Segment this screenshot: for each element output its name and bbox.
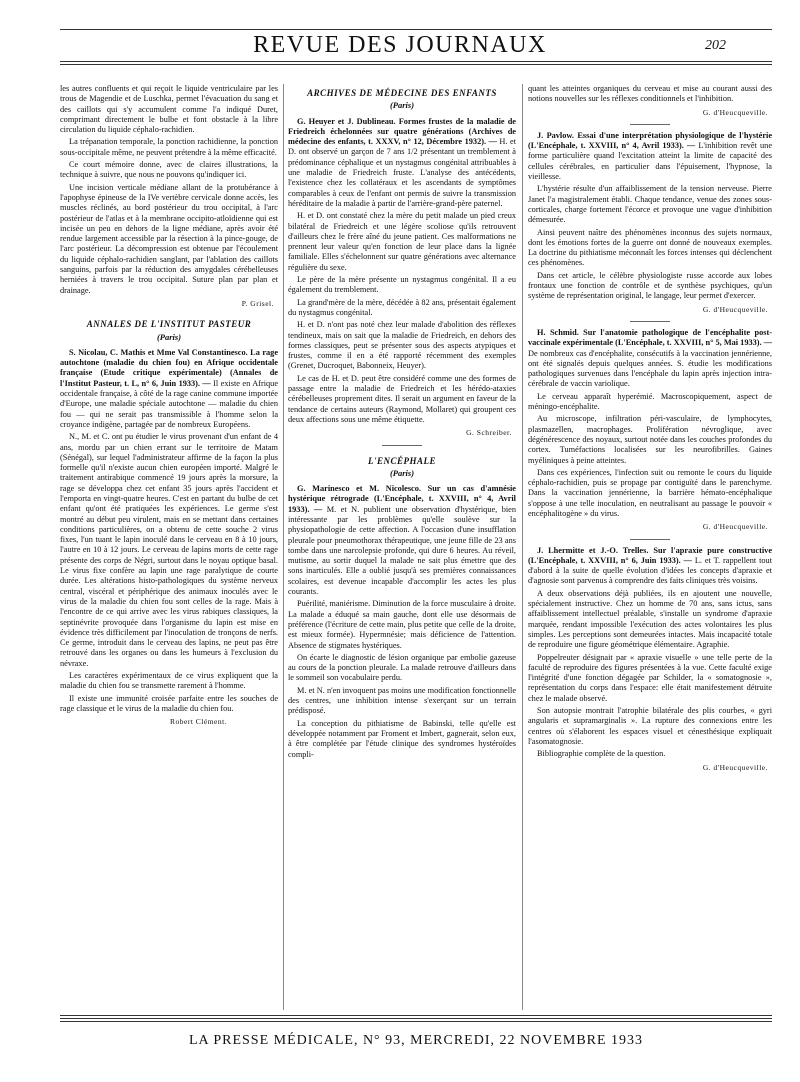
paragraph: Le cas de H. et D. peut être considéré comme une des formes de passage entre la maladie de Friedreich et les hérédo-ataxies cérébelleuses proprement dites. Il serait un argument en faveur de la tendance de certains auteurs (Raymond, Mollaret) qui groupent ces deux affections sous une même étiquette. <box>288 373 516 424</box>
section-heading: ANNALES DE L'INSTITUT PASTEUR <box>86 319 252 330</box>
paragraph: Poppelreuter désignait par « apraxie visuelle » une telle perte de la faculté de reproduire des figures présentées à la vue. Cette faculté exige l'intégrité d'une fonction dégagée par Schilder, la « somatognosie », représentation du corps dans l'espace: elle était manifestement détruite chez le malade observé. <box>528 652 772 703</box>
footer-rule <box>60 1018 772 1019</box>
column-divider <box>522 84 523 1010</box>
article-body: Il existe en Afrique occidentale française, à côté de la rage canine commune importée d'Europe, une maladie spéciale autochtone — maladie du chien fou — qui ne serait pas transmissible à l'homme selon la croyance indigène, partagée par de nombreux Européens. <box>60 378 278 429</box>
column-2 <box>288 84 516 762</box>
article-heading: G. Heuyer et J. Dublineau. Formes frustes de la maladie de Friedreich échelonnées sur quatre générations (Archives de médecine des enfants, t. XXXV, n° 12, Décembre 1932). — <box>288 116 516 147</box>
article-body: L. et T. rappellent tout d'abord à la suite de quelle évolution d'idées les concepts d'apraxie et d'agnosie sont parvenus à comprendre des faits cliniques très voisins. <box>528 555 772 586</box>
signature: G. Schreiber. <box>466 428 512 438</box>
column-1 <box>60 84 278 732</box>
paragraph: H. et D. ont constaté chez la mère du petit malade un pied creux bilatéral de Friedreich et une légère scoliose qu'ils retrouvent d'ailleurs chez le frère aîné du jeune patient. Ces malformations ne prennent leur valeur qu'en fonction de leur place dans la lignée familiale. Elles s'échelonnent sur quatre générations avec alternance régulière du sexe. <box>288 211 516 272</box>
paragraph: La trépanation temporale, la ponction rachidienne, la ponction sous-occipitale même, ne peuvent prétendre à la même efficacité. <box>60 137 278 157</box>
header-rule-bottom <box>60 61 772 62</box>
paragraph: Bibliographie complète de la question. <box>537 749 666 759</box>
signature: G. d'Heucqueville. <box>702 522 768 532</box>
article-heading: H. Schmid. Sur l'anatomie pathologique de l'encéphalite post-vaccinale expérimentale (L'Encéphale, t. XXVIII, n° 5, Mai 1933). — <box>528 327 772 348</box>
article-heading: G. Marinesco et M. Nicolesco. Sur un cas d'amnésie hystérique rétrograde (L'Encéphale, t. XXVIII, n° 4, Avril 1933). — <box>288 484 516 514</box>
paragraph: M. et N. n'en invoquent pas moins une modification fonctionnelle des centres, une inhibition intense s'exerçant sur un terrain prédisposé. <box>288 685 516 716</box>
signature: G. d'Heucqueville. <box>702 107 768 117</box>
paragraph: Ainsi peuvent naître des phénomènes inconnus des sujets normaux, dont les émotions fortes de la guerre ont donné de nouveaux exemples. La doctrine du pithiatisme méconnaît les forces intenses qui déclenchent ces phénomènes. <box>528 227 772 268</box>
article-body: M. et N. publient une observation d'hystérique, bien intéressante par les problèmes qu'elle soulève sur la physiopathologie de cette affection. A l'occasion d'une insufflation pleurale pour pneumothorax thérapeutique, une jeune fille de 23 ans tombe dans une narcolepsie profonde, qui dure 6 heures. Au réveil, mutisme, au sortir duquel la malade ne sait plus émettre que des sons inarticulés. Elle a oublié jusqu'à ses premières connaissances scolaires, est devenue incapable d'accomplir les actes les plus courants. <box>288 504 517 597</box>
journal-title: REVUE DES JOURNAUX <box>253 32 547 58</box>
separator <box>630 539 670 540</box>
signature: G. d'Heucqueville. <box>702 304 768 314</box>
paragraph: Ce court mémoire donne, avec de claires illustrations, la technique à suivre, que nous ne pouvons qu'indiquer ici. <box>60 160 278 180</box>
column-divider <box>283 84 284 1010</box>
article-heading: J. Lhermitte et J.-O. Trelles. Sur l'apraxie pure constructive (L'Encéphale, t. XXVIII, n° 6, Juin 1933). — <box>528 545 772 565</box>
separator <box>382 445 422 446</box>
separator <box>630 124 670 125</box>
paragraph: Dans ces expériences, l'infection suit ou remonte le cours du liquide céphalo-rachidien, puis se propage par contiguïté dans le parenchyme. Dans la vaccination jennérienne, la barrière hémato-encéphalique s'oppose à une telle inoculation, en neutralisant au passage le pouvoir « encéphalitogène » du virus. <box>528 467 772 518</box>
paragraph: H. et D. n'ont pas noté chez leur malade d'abolition des réflexes tendineux, mais on sait que la maladie de Friedreich, en dehors des formes classiques, peut se présenter sous des aspects atypiques et frustes, comme il en a été rapporté récemment des exemples (Grenet, Ducroquet, Babonneix, Heuyer). <box>288 320 516 371</box>
paragraph: quant les atteintes organiques du cerveau et mise au courant aussi des notions nouvelles sur les réflexes conditionnels et l'inhibition. <box>528 84 772 104</box>
paragraph: La grand'mère de la mère, décédée à 82 ans, présentait également du nystagmus congénital. <box>288 297 516 317</box>
paragraph: L'hystérie résulte d'un affaiblissement de la tension nerveuse. Pierre Janet l'a magistralement établi. Chaque tendance, venue des zones sous-corticales, charge fortement l'écorce et provoque une vague d'inhibition démesurée. <box>528 184 772 225</box>
paragraph: Il existe une immunité croisée parfaite entre les souches de rage classique et le virus de la maladie du chien fou. <box>60 693 278 713</box>
page-number: 202 <box>705 38 726 53</box>
paragraph: Le cerveau apparaît hyperémié. Macroscopiquement, aspect de méningo-encéphalite. <box>528 391 772 412</box>
paragraph: Les caractères expérimentaux de ce virus expliquent que la maladie du chien fou se transmette rarement à l'homme. <box>60 671 278 691</box>
paragraph: les autres confluents et qui reçoit le liquide ventriculaire par les trous de Magendie et de Luschka, permet l'évacuation du sang et des caillots qui s'y accumulent comme l'a indiqué Duret, comprimant directement le bulbe et font obstacle à la libre circulation du liquide céphalo-rachidien. <box>60 84 278 135</box>
paragraph: Le père de la mère présente un nystagmus congénital. Il a eu également du tremblement. <box>288 275 516 295</box>
paragraph: Son autopsie montrait l'atrophie bilatérale des plis courbes, « gyri angularis et supramarginalis ». La rupture des connexions entre les centres où s'élaborent les espaces visuel et cénesthésique expliquait l'asomatognosie. <box>528 706 772 746</box>
paragraph: A deux observations déjà publiées, ils en ajoutent une nouvelle, spécialement instructive. Chez un homme de 70 ans, sans ictus, sans affaiblissement intellectuel préalable, s'installe un syndrome d'apraxie marquée, rendant impossible l'exécution des actes volontaires les plus simples. Les perceptions sont demeurées intactes. Mais incapacité totale de reproduire une figure géométrique élémentaire. Agraphie. <box>528 588 772 650</box>
section-subheading: (Paris) <box>389 100 415 111</box>
article-heading: J. Pavlow. Essai d'une interprétation physiologique de l'hystérie (L'Encéphale, t. XXVIII, n° 4, Avril 1933). — <box>528 130 772 151</box>
footer-rule <box>60 1015 772 1016</box>
header-rule-bottom-2 <box>60 64 772 65</box>
paragraph: N., M. et C. ont pu étudier le virus provenant d'un enfant de 4 ans, mordu par un chien errant sur le territoire de Matam (Sénégal), sur lequel l'administrateur affirme de la façon la plus formelle qu'il n'existe aucun chien européen importé. Malgré le traitement antirabique commencé 19 jours après la morsure, la rage se développa chez cet enfant 35 jours après l'accident et l'emporta en vingt-quatre heures. C'est en partant du bulbe de cet enfant qu'ont été pratiquées les expériences. Le germe s'est montré au début peu virulent, mais en se mettant dans certaines conditions particulières, on a obtenu de cette souche 2 virus fixes, l'un tuant le lapin inoculé dans le cerveau en 8 à 10 jours, l'autre en 10 à 12 jours. Le cerveau de lapins morts de cette rage présente des corps de Négri, surtout dans le noyau optique basal. Le virus fixe confère au lapin une rage paralytique de courte durée. Les altérations histo-pathologiques du système nerveux central, viscéral et périphérique des animaux inoculés avec le virus de la maladie du chien fou sont celles de la rage. Mais à l'encontre de ce qui arrive avec les virus rabiques classiques, la septinévrite provoquée dans l'organisme du lapin est mise en évidence très difficilement par l'inoculation de tronçons de nerfs. Ce germe, introduit dans le cerveau des lapins, ne peut pas être retrouvé dans les organes ou dans les humeurs à l'exclusion du névraxe. <box>60 432 278 668</box>
signature: Robert Clément. <box>170 717 228 727</box>
article-body: De nombreux cas d'encéphalite, consécutifs à la vaccination jennérienne, ont été signalés depuis quelques années. S. étudie les modifications pathologiques survenues dans l'encéphale du lapin après injection intra-cérébrale de vaccin variolique. <box>528 348 772 389</box>
header-rule-top <box>60 29 772 30</box>
column-3 <box>528 84 772 777</box>
footer-rule <box>60 1021 772 1022</box>
footer-text: LA PRESSE MÉDICALE, N° 93, MERCREDI, 22 NOVEMBRE 1933 <box>188 1033 644 1048</box>
paragraph: On écarte le diagnostic de lésion organique par embolie gazeuse au cours de la ponction pleurale. La malade retrouve d'ailleurs dans le sommeil son vocabulaire perdu. <box>288 652 516 683</box>
signature: G. d'Heucqueville. <box>702 762 768 772</box>
paragraph: Au microscope, infiltration péri-vasculaire, de lymphocytes, plasmazellen, macrophages. Prolifération névroglique, avec dégénérescence des noyaux, surtout notée dans les couches profondes du cortex. Tuméfactions localisées sur les neurofibrilles. Gaines myéliniques à peine atteintes. <box>528 414 772 465</box>
separator <box>630 321 670 322</box>
article-body: L'inhibition revêt une forme particulière quand l'excitation atteint la limite de capacité des cellules cérébrales, en particulier dans l'épuisement, l'hypnose, la vieillesse. <box>528 141 772 182</box>
article-body: H. et D. ont observé un garçon de 7 ans 1/2 présentant un tremblement à prédominance céphalique et un nystagmus congénital attribuables à une maladie de Friedreich fruste. L'analyse des antécédents, l'existence chez les collatéraux et les ascendants de symptômes comparables à ceux de l'enfant ont permis de suivre la transmission héréditaire de la maladie à partir de l'arrière-grand-père paternel. <box>288 137 516 208</box>
section-subheading: (Paris) <box>389 467 415 478</box>
article-heading: S. Nicolau, C. Mathis et Mme Val Constantinesco. La rage autochtone (maladie du chien fou) en Afrique occidentale française (Etude critique expérimentale) (Annales de l'Institut Pasteur, t. L, n° 6, Juin 1933). — <box>60 347 278 388</box>
paragraph: Dans cet article, le célèbre physiologiste russe accorde aux lobes frontaux une fonction de contrôle et de synthèse psychiques, qu'un système de représentation original, le langage, leur permet d'exercer. <box>528 270 772 301</box>
section-subheading: (Paris) <box>156 331 182 342</box>
paragraph: La conception du pithiatisme de Babinski, telle qu'elle est développée notamment par Froment et Imbert, gagnerait, selon eux, à être complétée par l'étude clinique des syndromes hystéroïdes compli- <box>288 718 516 759</box>
paragraph: Une incision verticale médiane allant de la protubérance à l'apophyse épineuse de la IVe vertèbre cervicale donne accès, les muscles réclinés, au bord postérieur du trou occipital, à l'arc postérieur de l'atlas et à la membrane occipito-atloïdienne qui est incisée un peu en dehors de la ligne médiane, après avoir été rendue largement accessible par la résection à la pince-gouge, de l'arc postérieur. La décompression est obtenue par l'écoulement du liquide céphalo-rachidien sanglant, par l'ablation des caillots sanguins, parfois par la réduction des amygdales cérébelleuses herniées à travers le trou occipital. Suture plan par plan et drainage. <box>60 182 278 295</box>
signature: P. Grisel. <box>241 298 274 308</box>
paragraph: Puérilité, maniérisme. Diminution de la force musculaire à droite. La malade a éduqué sa main gauche, dont elle use désormais de préférence (l'écriture de cette main, plus petite que celle de la droite, est mieux formée). Hypermnésie; mais déficience de l'attention. Absence de stigmates hystériques. <box>288 599 516 650</box>
section-heading: L'ENCÉPHALE <box>367 455 436 466</box>
section-heading: ARCHIVES DE MÉDECINE DES ENFANTS <box>307 88 497 98</box>
